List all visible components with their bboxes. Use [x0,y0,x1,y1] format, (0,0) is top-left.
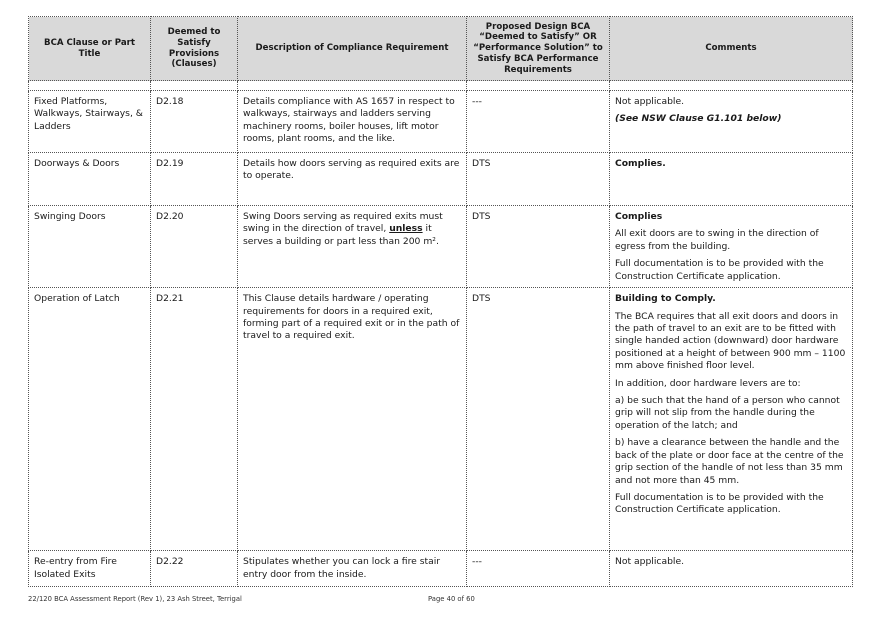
comment-text: All exit doors are to swing in the direction of egress from the building. [615,228,819,252]
table-header-row [29,17,853,81]
cell-proposed: --- [467,91,610,153]
comment-status: Building to Comply. [615,293,716,305]
table-row [29,206,853,288]
cell-description [238,206,467,288]
comment-text: Not applicable. [615,556,685,568]
description-emphasis: unless [389,223,423,235]
comment-text: Full documentation is to be provided with the Construction Certificate application. [615,258,824,282]
compliance-table [28,16,853,587]
table-row [29,551,853,587]
cell-description: Details how doors serving as required exits are to operate. [238,153,467,206]
header-proposed: Proposed Design BCA “Deemed to Satisfy” OR “Performance Solution” to Satisfy BCA Performance Requirements [467,17,610,81]
cell-clause: D2.22 [151,551,238,587]
cell-title: Fixed Platforms, Walkways, Stairways, & Ladders [29,91,151,153]
cell-clause: D2.21 [151,288,238,551]
cell-title: Operation of Latch [29,288,151,551]
comment-reference: (See NSW Clause G1.101 below) [615,113,782,125]
cell-title: Swinging Doors [29,206,151,288]
description-text: Swing Doors serving as required exits must swing in the direction of travel, [243,211,443,235]
footer-page-number: Page 40 of 60 [428,595,475,603]
cell-comments [610,551,853,587]
cell-comments [610,288,853,551]
header-title: BCA Clause or Part Title [29,17,151,81]
cell-proposed: DTS [467,206,610,288]
header-comments: Comments [610,17,853,81]
table-row [29,288,853,551]
comment-status: Complies [615,211,663,222]
document-page [28,16,852,587]
cell-proposed: DTS [467,153,610,206]
comment-text: Full documentation is to be provided with the Construction Certificate application. [615,492,824,516]
header-description: Description of Compliance Requirement [238,17,467,81]
description-text: it serves a building or part less than 200 m². [243,223,439,247]
cell-clause: D2.18 [151,91,238,153]
cell-proposed: --- [467,551,610,587]
cell-comments [610,153,853,206]
comment-text: Not applicable. [615,96,685,107]
header-gap-row [29,81,853,91]
cell-comments [610,91,853,153]
cell-description: Stipulates whether you can lock a fire stair entry door from the inside. [238,551,467,587]
table-row [29,153,853,206]
comment-text: The BCA requires that all exit doors and doors in the path of travel to an exit are to be fitted with single handed action (downward) door hardware positioned at a height of between 900 mm – 1100 mm above finished floor level. [615,310,846,372]
cell-comments [610,206,853,288]
header-clause: Deemed to Satisfy Provisions (Clauses) [151,17,238,81]
cell-title: Doorways & Doors [29,153,151,206]
comment-status: Complies. [615,158,666,169]
cell-clause: D2.20 [151,206,238,288]
comment-text: b) have a clearance between the handle and the back of the plate or door face at the centre of the grip section of the handle of not less than 35 mm and not more than 45 mm. [615,437,844,486]
comment-text: a) be such that the hand of a person who cannot grip will not slip from the handle during the operation of the latch; and [615,395,840,431]
cell-description: This Clause details hardware / operating requirements for doors in a required exit, forming part of a required exit or in the path of travel to a required exit. [238,288,467,551]
cell-title: Re-entry from Fire Isolated Exits [29,551,151,587]
table-row [29,91,853,153]
footer-report-title: 22/120 BCA Assessment Report (Rev 1), 23 Ash Street, Terrigal [28,595,242,603]
cell-description: Details compliance with AS 1657 in respect to walkways, stairways and ladders serving machinery rooms, boiler houses, lift motor rooms, plant rooms, and the like. [238,91,467,153]
comment-text: In addition, door hardware levers are to: [615,377,801,389]
cell-proposed: DTS [467,288,610,551]
cell-clause: D2.19 [151,153,238,206]
